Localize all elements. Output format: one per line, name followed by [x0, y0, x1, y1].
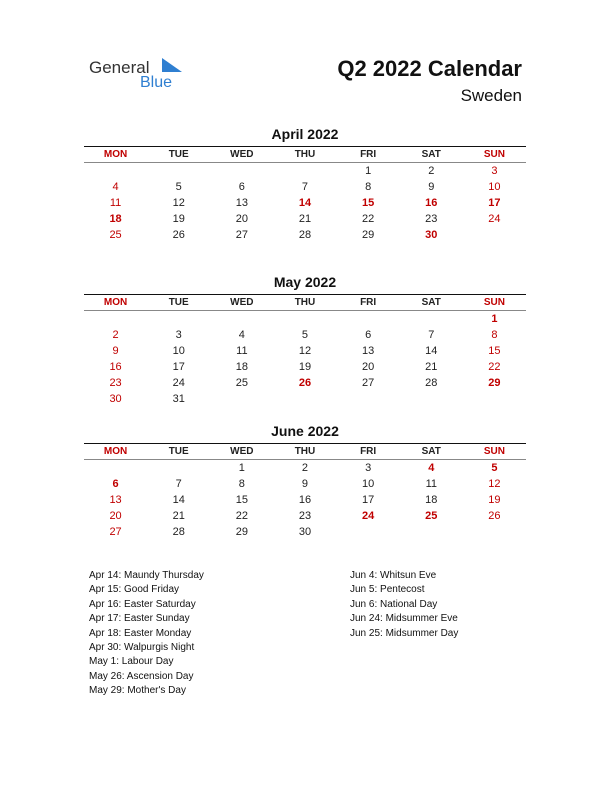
- weekday-wed: WED: [230, 297, 254, 308]
- day-cell: 14: [172, 494, 185, 506]
- day-cell: 10: [362, 478, 375, 490]
- day-cell: [400, 311, 463, 327]
- day-cell: 1: [491, 313, 498, 325]
- day-cell: 20: [109, 510, 122, 522]
- weekday-mon: MON: [103, 446, 128, 457]
- month-april: [84, 125, 526, 243]
- weekday-sun: SUN: [483, 297, 505, 308]
- holiday-item: Apr 14: Maundy Thursday: [89, 570, 204, 581]
- holiday-item: May 29: Mother's Day: [89, 685, 186, 697]
- day-cell: 7: [428, 329, 435, 341]
- holiday-item: Apr 16: Easter Saturday: [89, 598, 196, 610]
- day-cell: 30: [298, 526, 312, 538]
- logo-blue-text: Blue: [140, 74, 173, 91]
- day-cell: 23: [425, 213, 438, 225]
- day-cell: 11: [236, 345, 248, 357]
- day-cell: 26: [488, 510, 501, 522]
- day-cell: 9: [428, 181, 435, 193]
- day-cell: 21: [172, 510, 185, 522]
- logo: [89, 56, 189, 96]
- day-cell: [463, 524, 526, 540]
- day-cell: 25: [235, 377, 248, 389]
- day-cell: 7: [175, 478, 182, 490]
- weekday-wed: WED: [230, 446, 254, 457]
- logo-flag-icon: [162, 58, 182, 72]
- weekday-tue: TUE: [168, 149, 189, 160]
- holiday-list-right: [350, 569, 458, 641]
- day-cell: 2: [428, 165, 435, 177]
- day-cell: 21: [298, 213, 312, 225]
- day-cell: 29: [362, 229, 375, 241]
- holiday-item: Jun 6: National Day: [350, 598, 438, 610]
- day-cell: 13: [362, 345, 375, 357]
- day-cell: [147, 311, 210, 327]
- holiday-item: Jun 4: Whitsun Eve: [350, 570, 437, 581]
- day-cell: 20: [235, 213, 248, 225]
- day-cell: 14: [298, 197, 312, 209]
- day-cell: 23: [298, 510, 312, 522]
- day-cell: 30: [109, 393, 122, 405]
- day-cell: 5: [301, 329, 309, 341]
- holiday-item: May 1: Labour Day: [89, 656, 174, 668]
- day-cell: [147, 460, 210, 476]
- day-cell: 11: [109, 197, 122, 209]
- weekday-sun: SUN: [483, 149, 505, 160]
- day-cell: [273, 391, 336, 407]
- month-title: April 2022: [271, 126, 339, 142]
- day-cell: 25: [425, 510, 438, 522]
- day-cell: 8: [238, 478, 245, 490]
- day-grid: [84, 163, 526, 243]
- day-cell: [273, 163, 336, 179]
- day-grid: [84, 311, 526, 407]
- day-cell: 13: [109, 494, 122, 506]
- day-cell: 28: [298, 229, 312, 241]
- page-title: Q2 2022 Calendar: [337, 56, 522, 81]
- weekday-fri: FRI: [360, 149, 377, 160]
- day-cell: 3: [175, 329, 182, 341]
- day-cell: 12: [172, 197, 185, 209]
- holiday-item: Jun 24: Midsummer Eve: [350, 613, 458, 625]
- day-cell: 10: [172, 345, 185, 357]
- holiday-item: May 26: Ascension Day: [89, 670, 194, 682]
- weekday-sat: SAT: [421, 446, 441, 457]
- day-cell: [273, 311, 336, 327]
- day-cell: 8: [365, 181, 372, 193]
- weekday-tue: TUE: [168, 297, 189, 308]
- country-name: Sweden: [460, 86, 522, 105]
- day-cell: 6: [365, 329, 372, 341]
- day-cell: 19: [488, 494, 501, 506]
- day-cell: [400, 391, 463, 407]
- day-cell: 4: [428, 462, 435, 474]
- day-cell: [84, 311, 147, 327]
- day-cell: 3: [365, 462, 372, 474]
- weekday-tue: TUE: [168, 446, 189, 457]
- day-cell: 5: [175, 181, 182, 193]
- day-cell: 2: [112, 329, 119, 341]
- day-cell: 17: [362, 494, 375, 506]
- day-cell: 7: [301, 181, 309, 193]
- day-cell: 28: [425, 377, 438, 389]
- weekday-mon: MON: [103, 149, 128, 160]
- day-cell: 17: [172, 361, 185, 373]
- day-cell: 1: [238, 462, 245, 474]
- day-cell: 9: [112, 345, 119, 357]
- day-cell: [337, 391, 400, 407]
- day-cell: [210, 391, 273, 407]
- day-cell: 4: [112, 181, 119, 193]
- day-cell: 22: [488, 361, 501, 373]
- day-cell: 24: [172, 377, 185, 389]
- day-cell: 27: [235, 229, 248, 241]
- weekday-fri: FRI: [360, 446, 377, 457]
- weekday-header: [84, 295, 526, 310]
- day-cell: 23: [109, 377, 122, 389]
- day-cell: 19: [298, 361, 312, 373]
- day-cell: [400, 524, 463, 540]
- day-cell: 26: [172, 229, 185, 241]
- weekday-header: [84, 444, 526, 459]
- weekday-wed: WED: [230, 149, 254, 160]
- weekday-thu: THU: [294, 149, 316, 160]
- day-cell: [463, 391, 526, 407]
- day-cell: 15: [362, 197, 375, 209]
- day-cell: 15: [235, 494, 248, 506]
- weekday-sat: SAT: [421, 297, 441, 308]
- weekday-fri: FRI: [360, 297, 377, 308]
- day-cell: 6: [112, 478, 119, 490]
- day-cell: 28: [172, 526, 185, 538]
- day-cell: 18: [235, 361, 248, 373]
- day-cell: 22: [362, 213, 375, 225]
- holiday-item: Apr 15: Good Friday: [89, 584, 180, 596]
- day-cell: [84, 460, 147, 476]
- day-cell: 27: [109, 526, 122, 538]
- day-cell: 18: [109, 213, 122, 225]
- day-cell: [84, 163, 147, 179]
- month-june: [84, 422, 526, 540]
- weekday-thu: THU: [294, 446, 316, 457]
- month-may: [84, 273, 526, 407]
- day-cell: [463, 227, 526, 243]
- day-cell: 1: [365, 165, 372, 177]
- day-cell: 5: [491, 462, 498, 474]
- day-cell: 11: [425, 478, 437, 490]
- day-cell: 12: [298, 345, 312, 357]
- day-cell: 10: [488, 181, 501, 193]
- day-cell: 27: [362, 377, 375, 389]
- holiday-item: Jun 25: Midsummer Day: [350, 627, 459, 639]
- day-cell: 4: [238, 329, 245, 341]
- month-title: June 2022: [271, 423, 339, 439]
- day-cell: [337, 311, 400, 327]
- day-cell: [147, 163, 210, 179]
- holiday-list-left: [89, 569, 204, 699]
- day-cell: 13: [235, 197, 248, 209]
- day-cell: 9: [301, 478, 309, 490]
- day-cell: 16: [298, 494, 312, 506]
- holiday-item: Jun 5: Pentecost: [350, 584, 425, 596]
- day-cell: 31: [172, 393, 185, 405]
- day-cell: 22: [235, 510, 248, 522]
- day-cell: 8: [491, 329, 498, 341]
- day-cell: [210, 163, 273, 179]
- day-cell: 21: [425, 361, 438, 373]
- day-cell: 26: [298, 377, 312, 389]
- day-cell: 30: [425, 229, 438, 241]
- holiday-item: Apr 18: Easter Monday: [89, 627, 192, 639]
- weekday-thu: THU: [294, 297, 316, 308]
- day-cell: 16: [425, 197, 438, 209]
- day-cell: 14: [425, 345, 438, 357]
- weekday-header: [84, 147, 526, 162]
- day-cell: 20: [362, 361, 375, 373]
- logo-general-text: General: [89, 58, 150, 77]
- day-grid: [84, 460, 526, 540]
- day-cell: [210, 311, 273, 327]
- day-cell: 25: [109, 229, 122, 241]
- weekday-sun: SUN: [483, 446, 505, 457]
- holiday-item: Apr 30: Walpurgis Night: [89, 642, 195, 654]
- day-cell: 16: [109, 361, 122, 373]
- day-cell: 24: [488, 213, 501, 225]
- day-cell: [337, 524, 400, 540]
- day-cell: 17: [488, 197, 501, 209]
- day-cell: 29: [488, 377, 501, 389]
- weekday-mon: MON: [103, 297, 128, 308]
- month-title: May 2022: [273, 274, 337, 290]
- holiday-item: Apr 17: Easter Sunday: [89, 613, 190, 625]
- day-cell: 6: [238, 181, 245, 193]
- day-cell: 18: [425, 494, 438, 506]
- day-cell: 24: [362, 510, 375, 522]
- day-cell: 3: [491, 165, 498, 177]
- day-cell: 19: [172, 213, 185, 225]
- day-cell: 2: [301, 462, 309, 474]
- day-cell: 15: [488, 345, 501, 357]
- day-cell: 12: [488, 478, 501, 490]
- day-cell: 29: [235, 526, 248, 538]
- weekday-sat: SAT: [421, 149, 441, 160]
